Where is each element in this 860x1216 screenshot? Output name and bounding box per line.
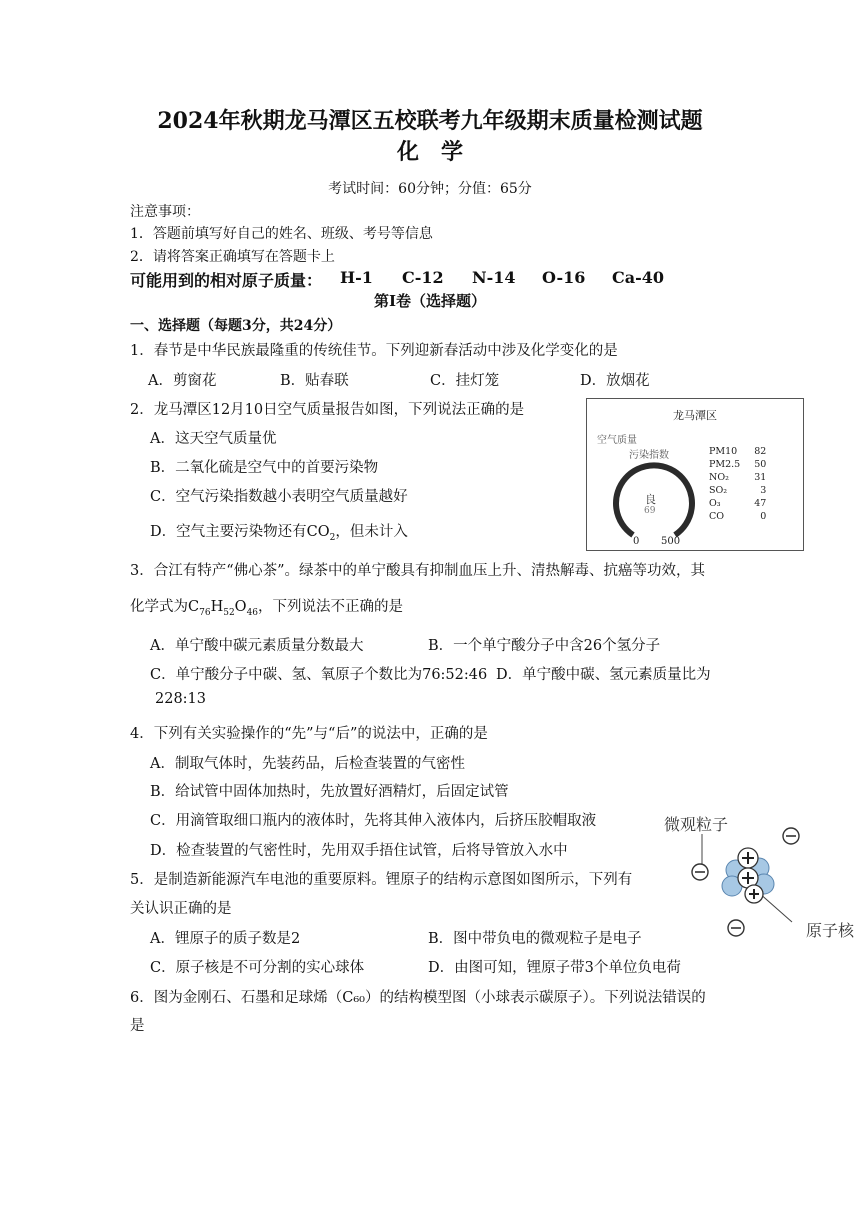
question-6-stem: 6．图为金刚石、石墨和足球烯（C₆₀）的结构模型图（小球表示碳原子）。下列说法错误的 — [130, 990, 706, 1006]
atomic-mass-item: C-12 — [402, 268, 444, 287]
atomic-mass-label: 可能用到的相对原子质量： — [130, 271, 323, 290]
pollution-index-label: 污染指数 — [629, 450, 669, 461]
option-d: D．检查装置的气密性时，先用双手捂住试管，后将导管放入水中 — [150, 843, 568, 859]
notes-heading: 注意事项： — [130, 204, 200, 220]
pollutant-row — [709, 485, 766, 498]
pollutant-value: 50 — [754, 459, 767, 470]
air-quality-label: 空气质量 — [597, 435, 637, 446]
note-item: 2．请将答案正确填写在答题卡上 — [130, 249, 335, 265]
option-d — [150, 520, 408, 543]
option-c: C．挂灯笼 — [430, 373, 500, 389]
option-b: B．贴春联 — [280, 373, 349, 389]
pollutant-row — [709, 446, 766, 459]
pollutant-row — [709, 511, 766, 524]
element-h: H — [210, 599, 224, 615]
option-d: D．放烟花 — [580, 373, 650, 389]
option-d: D．单宁酸中碳、氢元素质量比为 — [496, 667, 711, 683]
lithium-atom-diagram — [660, 810, 860, 945]
atomic-mass-item: Ca-40 — [612, 268, 665, 287]
formula-suffix: ，下列说法不正确的是 — [258, 599, 404, 615]
option-d: D．由图可知，锂原子带3个单位负电荷 — [428, 960, 681, 976]
pollutant-row — [709, 459, 766, 472]
electron-icon — [783, 828, 799, 844]
exam-info: 考试时间：60分钟；分值：65分 — [328, 181, 532, 197]
part-heading: 一、选择题（每题3分，共24分） — [130, 318, 342, 334]
element-o: O — [234, 599, 247, 615]
note-item: 1．答题前填写好自己的姓名、班级、考号等信息 — [130, 226, 433, 242]
pollutant-value: 3 — [760, 485, 767, 496]
scale-max: 500 — [661, 536, 681, 547]
atomic-mass-item: H-1 — [340, 268, 373, 287]
pollutant-name: PM10 — [709, 446, 738, 457]
option-b: B．给试管中固体加热时，先放置好酒精灯，后固定试管 — [150, 784, 509, 800]
question-5-stem-continued: 关认识正确的是 — [130, 901, 232, 917]
option-d-text: D．空气主要污染物还有 — [150, 524, 307, 540]
option-b: B．图中带负电的微观粒子是电子 — [428, 931, 642, 947]
option-c: C．空气污染指数越小表明空气质量越好 — [150, 489, 408, 505]
c-subscript: 76 — [199, 607, 211, 618]
co2-formula: CO — [306, 524, 330, 540]
element-c: C — [188, 599, 200, 615]
air-quality-panel — [586, 398, 804, 551]
pollutant-row — [709, 472, 766, 485]
question-6-stem-continued: 是 — [130, 1018, 145, 1034]
pollutant-value: 0 — [760, 511, 767, 522]
option-a: A．单宁酸中碳元素质量分数最大 — [150, 638, 364, 654]
option-d-continued: 228:13 — [155, 691, 207, 707]
option-a: A．这天空气质量优 — [150, 431, 277, 447]
question-3-formula — [130, 595, 403, 618]
nucleus-label: 原子核 — [806, 921, 855, 940]
nucleus-icon — [722, 848, 774, 903]
scale-min: 0 — [633, 536, 640, 547]
electron-icon — [728, 920, 744, 936]
atom-drawing — [660, 810, 860, 945]
pollutant-name: CO — [709, 511, 725, 522]
option-c: C．原子核是不可分割的实心球体 — [150, 960, 365, 976]
formula-prefix: 化学式为 — [130, 599, 188, 615]
option-b: B．一个单宁酸分子中含26个氢分子 — [428, 638, 661, 654]
aqi-grade: 良 — [645, 493, 656, 506]
option-a: A．锂原子的质子数是2 — [150, 931, 301, 947]
co2-subscript: 2 — [329, 532, 336, 543]
atomic-mass-item: N-14 — [472, 268, 516, 287]
o-subscript: 46 — [246, 607, 259, 618]
pollutant-name: NO₂ — [709, 472, 729, 483]
pollutant-name: SO₂ — [709, 485, 728, 496]
option-b: B．二氧化硫是空气中的首要污染物 — [150, 460, 379, 476]
aqi-value: 69 — [644, 506, 656, 516]
district-label: 龙马潭区 — [673, 409, 717, 422]
question-2-stem: 2．龙马潭区12月10日空气质量报告如图，下列说法正确的是 — [130, 402, 525, 418]
volume-heading: 第Ⅰ卷（选择题） — [373, 292, 487, 310]
pollutant-name: O₃ — [709, 498, 721, 509]
pollutant-value: 31 — [754, 472, 767, 483]
pollutant-table — [709, 446, 766, 524]
h-subscript: 52 — [223, 607, 235, 618]
question-3-stem: 3．合江有特产“佛心茶”。绿茶中的单宁酸具有抑制血压上升、清热解毒、抗癌等功效，其 — [130, 563, 706, 579]
option-a: A．制取气体时，先装药品，后检查装置的气密性 — [150, 756, 465, 772]
pollutant-name: PM2.5 — [709, 459, 741, 470]
electron-icon — [692, 864, 708, 880]
subject-title: 化 学 — [396, 139, 463, 165]
page-title: 2024年秋期龙马潭区五校联考九年级期末质量检测试题 — [157, 108, 703, 134]
pollutant-value: 82 — [754, 446, 767, 457]
option-c: C．单宁酸分子中碳、氢、氧原子个数比为76:52:46 — [150, 667, 488, 683]
pollutant-row — [709, 498, 766, 511]
option-d-tail: ，但未计入 — [335, 524, 408, 540]
pollutant-value: 47 — [754, 498, 767, 509]
question-5-stem: 5．是制造新能源汽车电池的重要原料。锂原子的结构示意图如图所示，下列有 — [130, 872, 633, 888]
question-1-stem: 1．春节是中华民族最隆重的传统佳节。下列迎新春活动中涉及化学变化的是 — [130, 343, 618, 359]
particle-label: 微观粒子 — [664, 815, 729, 834]
atomic-mass-item: O-16 — [542, 268, 586, 287]
question-4-stem: 4．下列有关实验操作的“先”与“后”的说法中，正确的是 — [130, 726, 488, 742]
option-a: A．剪窗花 — [148, 373, 217, 389]
option-c: C．用滴管取细口瓶内的液体时，先将其伸入液体内，后挤压胶帽取液 — [150, 813, 597, 829]
